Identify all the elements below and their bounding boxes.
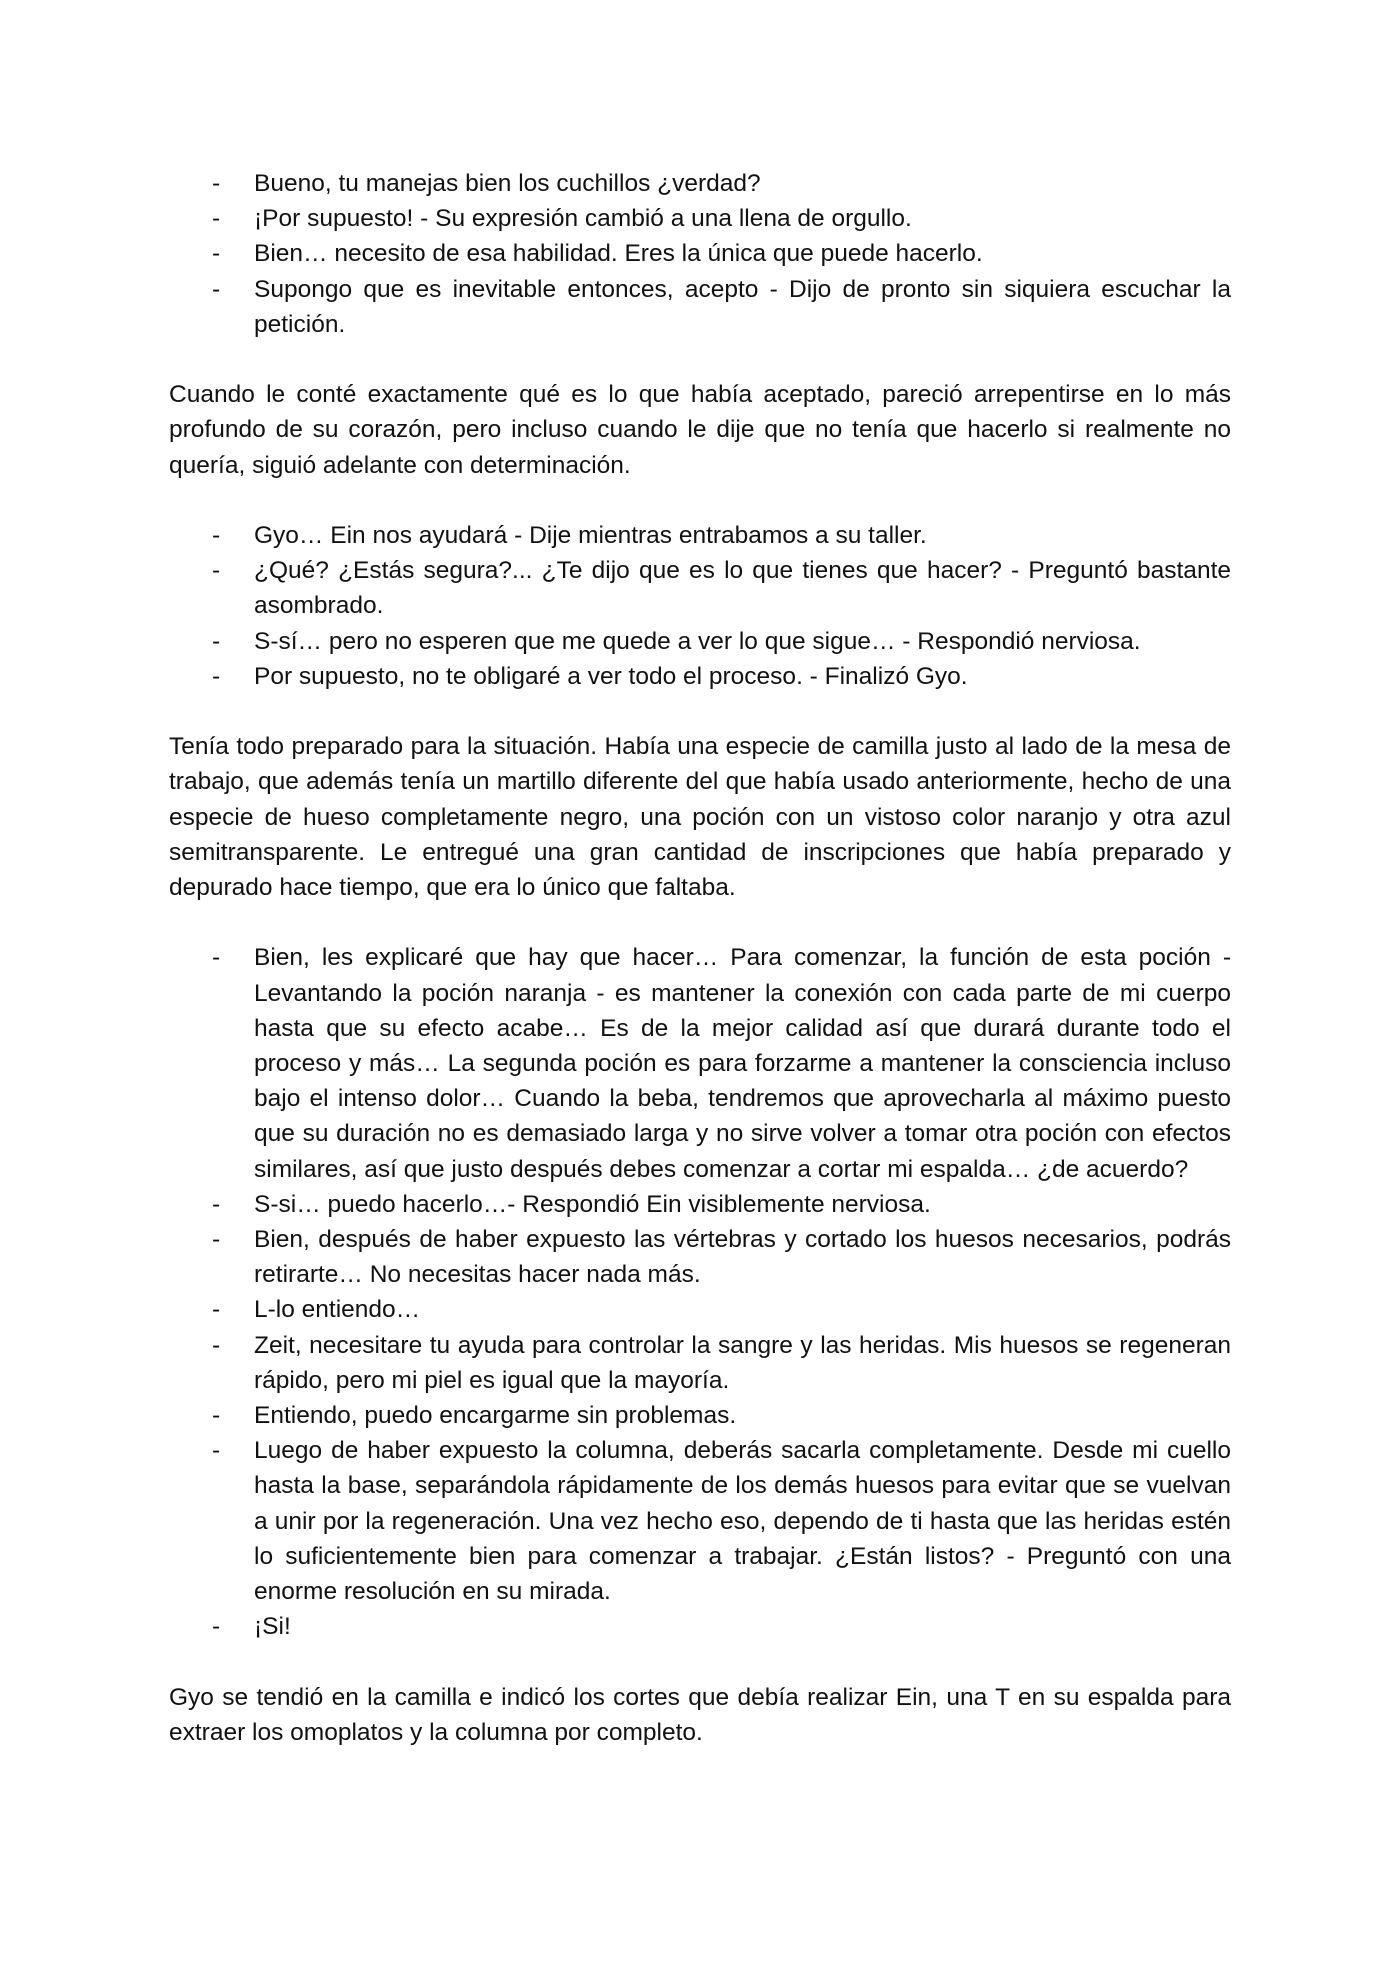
dash-bullet: - [212, 1437, 221, 1465]
narrative-paragraph: Gyo se tendió en la camilla e indicó los cortes que debía realizar Ein, una T en su espalda para extraer los omoplatos y la columna por completo. [169, 1683, 1231, 1746]
dialogue-line: - L-lo entiendo… [169, 1292, 1231, 1327]
dash-bullet: - [212, 1296, 221, 1324]
narrative-paragraph: Cuando le conté exactamente qué es lo que había aceptado, pareció arrepentirse en lo más profundo de su corazón, pero incluso cuando le dije que no tenía que hacerlo si realmente no quería, siguió adelante con determinación. [169, 381, 1231, 479]
paragraph-spacer [169, 905, 1231, 940]
dialogue-line: - Entiendo, puedo encargarme sin problemas. [169, 1398, 1231, 1433]
dash-bullet: - [212, 522, 221, 549]
dialogue-line: - Gyo… Ein nos ayudará - Dije mientras entrabamos a su taller. [169, 518, 1231, 553]
dialogue-list [169, 940, 1231, 1644]
paragraph-spacer [169, 1644, 1231, 1679]
dialogue-line: - Por supuesto, no te obligaré a ver todo el proceso. - Finalizó Gyo. [169, 659, 1231, 694]
dialogue-line: - Zeit, necesitare tu ayuda para controlar la sangre y las heridas. Mis huesos se regeneran rápido, pero mi piel es igual que la mayoría. [169, 1328, 1231, 1398]
dash-bullet: - [212, 1402, 221, 1430]
dash-bullet: - [212, 275, 221, 303]
dialogue-line: - Luego de haber expuesto la columna, deberás sacarla completamente. Desde mi cuello hasta la base, separándola rápidamente de los demás huesos para evitar que se vuelvan a unir por la regeneración. Una vez hecho eso, dependo de ti hasta que las heridas estén lo suficientemente bien para comenzar a trabajar. ¿Están listos? - Preguntó con una enorme resolución en su mirada. [169, 1433, 1231, 1609]
dialogue-line: - Bien, les explicaré que hay que hacer… Para comenzar, la función de esta poción - Levantando la poción naranja - es mantener la conexión con cada parte de mi cuerpo hasta que su efecto acabe… Es de la mejor calidad así que durará durante todo el proceso y más… La segunda poción es para forzarme a mantener la consciencia incluso bajo el intenso dolor… Cuando la beba, tendremos que aprovecharla al máximo puesto que su duración no es demasiado larga y no sirve volver a tomar otra poción con efectos similares, así que justo después debes comenzar a cortar mi espalda… ¿de acuerdo? [169, 940, 1231, 1186]
dash-bullet: - [212, 1226, 221, 1254]
dialogue-line: - ¡Por supuesto! - Su expresión cambió a una llena de orgullo. [169, 201, 1231, 236]
dialogue-line: - ¡Si! [169, 1609, 1231, 1644]
dash-bullet: - [212, 1190, 221, 1218]
paragraph-spacer [169, 483, 1231, 518]
dash-bullet: - [212, 944, 221, 972]
dialogue-line: - Bueno, tu manejas bien los cuchillos ¿verdad? [169, 166, 1231, 201]
dash-bullet: - [212, 1613, 221, 1641]
dash-bullet: - [212, 240, 221, 268]
dash-bullet: - [212, 205, 221, 233]
dialogue-line: - S-si… puedo hacerlo…- Respondió Ein visiblemente nerviosa. [169, 1187, 1231, 1222]
dash-bullet: - [212, 170, 221, 197]
paragraph-spacer [169, 342, 1231, 377]
dialogue-line: - Supongo que es inevitable entonces, acepto - Dijo de pronto sin siquiera escuchar la petición. [169, 272, 1231, 342]
dialogue-line: - Bien… necesito de esa habilidad. Eres la única que puede hacerlo. [169, 236, 1231, 271]
document-body [169, 166, 1231, 1750]
dash-bullet: - [212, 627, 221, 655]
dialogue-list [169, 166, 1231, 342]
dash-bullet: - [212, 662, 221, 690]
dash-bullet: - [212, 1331, 221, 1359]
paragraph-spacer [169, 694, 1231, 729]
dialogue-line: - Bien, después de haber expuesto las vértebras y cortado los huesos necesarios, podrás retirarte… No necesitas hacer nada más. [169, 1222, 1231, 1292]
narrative-paragraph: Tenía todo preparado para la situación. Había una especie de camilla justo al lado de la mesa de trabajo, que además tenía un martillo diferente del que había usado anteriormente, hecho de una especie de hueso completamente negro, una poción con un vistoso color naranjo y otra azul semitransparente. Le entregué una gran cantidad de inscripciones que había preparado y depurado hace tiempo, que era lo único que faltaba. [169, 733, 1231, 902]
dialogue-line: - ¿Qué? ¿Estás segura?... ¿Te dijo que es lo que tienes que hacer? - Preguntó bastante asombrado. [169, 553, 1231, 623]
dash-bullet: - [212, 557, 221, 585]
dialogue-line: - S-sí… pero no esperen que me quede a ver lo que sigue… - Respondió nerviosa. [169, 624, 1231, 659]
dialogue-list [169, 518, 1231, 694]
